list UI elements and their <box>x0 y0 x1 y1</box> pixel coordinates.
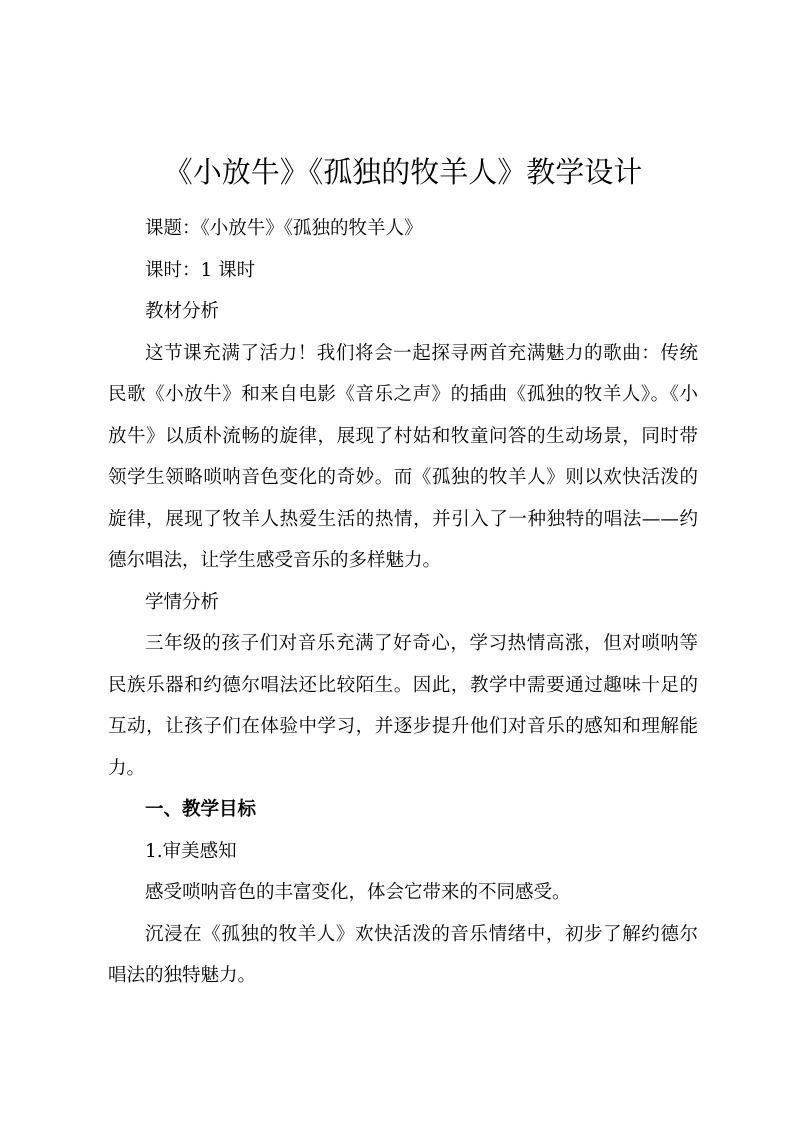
objective-paragraph-2: 沉浸在《孤独的牧羊人》欢快活泼的音乐情绪中，初步了解约德尔唱法的独特魅力。 <box>108 923 698 986</box>
lesson-topic: 课题：《小放牛》《孤独的牧羊人》 <box>145 218 423 239</box>
document-title: 《小放牛》《孤独的牧羊人》教学设计 <box>163 155 643 189</box>
section-heading-textbook-analysis: 教材分析 <box>145 301 220 322</box>
section-heading-teaching-objectives: 一、教学目标 <box>145 799 257 820</box>
lesson-duration: 课时：1 课时 <box>145 259 256 281</box>
document-body <box>108 208 698 997</box>
section-heading-student-analysis: 学情分析 <box>145 591 220 613</box>
subheading-aesthetic-perception: 1.审美感知 <box>145 840 237 862</box>
textbook-analysis-paragraph: 这节课充满了活力！我们将会一起探寻两首充满魅力的歌曲：传统民歌《小放牛》和来自电影《音乐之声》的插曲《孤独的牧羊人》。《小放牛》以质朴流畅的旋律，展现了村姑和牧童问答的生动场景，同时带领学生领略唢呐音色变化的奇妙。而《孤独的牧羊人》则以欢快活泼的旋律，展现了牧羊人热爱生活的热情，并引入了一种独特的唱法——约德尔唱法，让学生感受音乐的多样魅力。 <box>108 342 698 571</box>
document-page <box>108 0 698 1123</box>
student-analysis-paragraph: 三年级的孩子们对音乐充满了好奇心，学习热情高涨，但对唢呐等民族乐器和约德尔唱法还比较陌生。因此，教学中需要通过趣味十足的互动，让孩子们在体验中学习，并逐步提升他们对音乐的感知和理解能力。 <box>108 633 698 779</box>
objective-paragraph-1: 感受唢呐音色的丰富变化，体会它带来的不同感受。 <box>145 882 571 903</box>
